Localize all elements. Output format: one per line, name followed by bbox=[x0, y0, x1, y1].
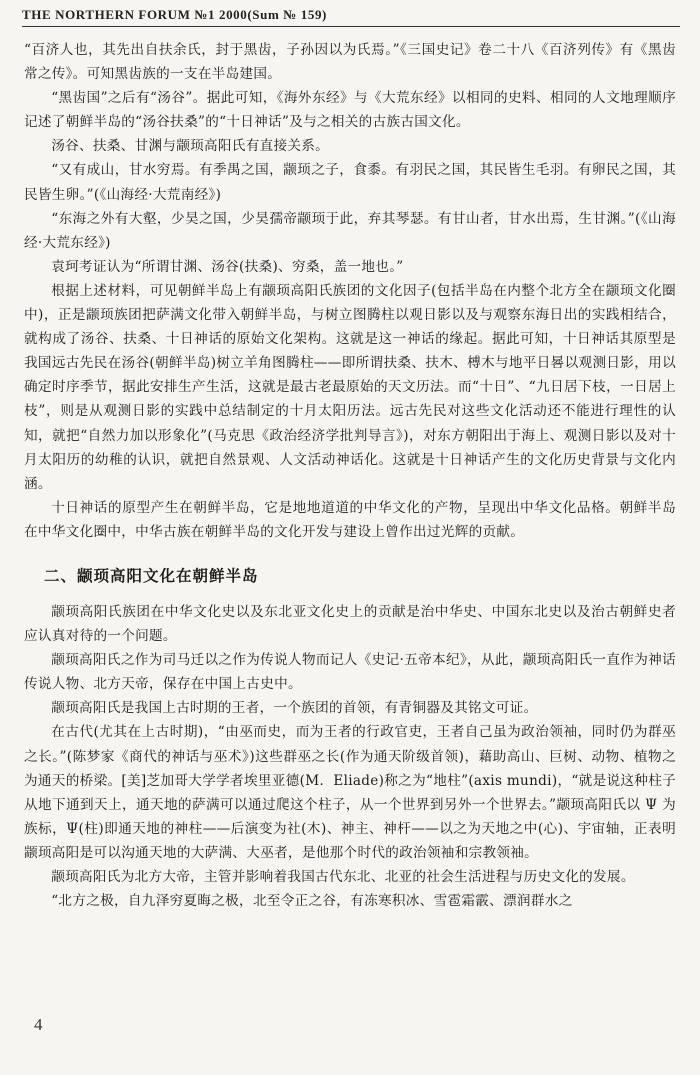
paragraph: 颛顼高阳氏是我国上古时期的王者，一个族团的首领，有青铜器及其铭文可证。 bbox=[51, 700, 538, 717]
paragraph: 颛顼高阳氏之作为司马迁以之作为传说人物而记人《史记·五帝本纪》，从此，颛顼高阳氏一直作为神话传说人物、北方天帝，保存在中国上古史中。 bbox=[24, 652, 676, 693]
paragraph: 汤谷、扶桑、甘渊与颛顼高阳氏有直接关系。 bbox=[51, 138, 330, 155]
page-number: 4 bbox=[34, 1015, 43, 1034]
paragraph: 根据上述材料，可见朝鲜半岛上有颛顼高阳氏族团的文化因子(包括半岛在内整个北方全在颛顼文化圈中)，正是颛顼族团把萨满文化带入朝鲜半岛，与树立图腾柱以观日影以及与观察东海日出的实践相结合，就构成了汤谷、扶桑、十日神话的原始文化架构。这就是这一神话的缘起。据此可知，十日神话其原型是我国远古先民在汤谷(朝鲜半岛)树立羊角图腾柱——即所谓扶桑、扶木、榑木与地平日晷以观测日影，用以确定时序季节，据此安排生产生活，这就是最古老最原始的天文历法。而“十日”、“九日居下枝，一日居上枝”，则是从观测日影的实践中总结制定的十月太阳历法。远古先民对这些文化活动还不能进行理性的认知，就把“自然力加以形象化”(马克思《政治经济学批判导言》)，对东方朝阳出于海上、观测日影以及对十月太阳历的幼稚的认识，就把自然景观、人文活动神话化。这就是十日神话产生的文化历史背景与文化内涵。 bbox=[24, 282, 676, 492]
paragraph: 十日神话的原型产生在朝鲜半岛，它是地地道道的中华文化的产物，呈现出中华文化品格。朝鲜半岛在中华文化圈中，中华古族在朝鲜半岛的文化开发与建设上曾作出过光辉的贡献。 bbox=[24, 499, 676, 540]
running-header: THE NORTHERN FORUM №1 2000(Sum № 159) bbox=[22, 4, 680, 27]
paragraph: “东海之外有大壑，少昊之国，少昊孺帝颛顼于此，弃其琴瑟。有甘山者，甘水出焉，生甘渊。”(《山海经·大荒东经》) bbox=[24, 210, 676, 251]
paragraph: 在古代(尤其在上古时期)，“由巫而史，而为王者的行政官吏，王者自己虽为政治领袖，同时仍为群巫之长。”(陈梦家《商代的神话与巫术》)这些群巫之长(作为通天阶级首领)，藉助高山、巨树、动物、植物之为通天的桥梁。[美]芝加哥大学学者埃里亚德(M．Eliade)称之为“地柱”(axis mundi)，“就是说这种柱子从地下通到天上，通天地的萨满可以通过爬这个柱子，从一个世界到另外一个世界去。”颛顼高阳氏以 Ψ 为族标，Ψ(柱)即通天地的神柱——后演变为社(木)、神主、神杆——以之为天地之中(心)、宇宙轴，正表明颛顼高阳是可以沟通天地的大萨满、大巫者，是他那个时代的政治领袖和宗教领袖。 bbox=[24, 724, 676, 861]
paragraph: 颛顼高阳氏族团在中华文化史以及东北亚文化史上的贡献是治中华史、中国东北史以及治古朝鲜史者应认真对待的一个问题。 bbox=[24, 603, 676, 645]
paragraph: 袁珂考证认为“所谓甘渊、汤谷(扶桑)、穷桑，盖一地也。” bbox=[51, 258, 404, 275]
paragraph: 颛顼高阳氏为北方大帝，主管并影响着我国古代东北、北亚的社会生活进程与历史文化的发展。 bbox=[51, 869, 635, 885]
paragraph: “又有成山，甘水穷焉。有季禺之国，颛顼之子，食黍。有羽民之国，其民皆生毛羽。有卵民之国，其民皆生卵。”(《山海经·大荒南经》) bbox=[24, 162, 676, 203]
section-heading: 二、颛顼高阳文化在朝鲜半岛 bbox=[44, 566, 259, 585]
paragraph: “北方之极，自九泽穷夏晦之极，北至令正之谷，有冻寒积冰、雪雹霜霰、漂润群水之 bbox=[51, 893, 573, 910]
paragraph: “黑齿国”之后有“汤谷”。据此可知，《海外东经》与《大荒东经》以相同的史料、相同的人文地理顺序记述了朝鲜半岛的“汤谷扶桑”的“十日神话”及与之相关的古族古国文化。 bbox=[24, 90, 676, 131]
paragraph: “百济人也，其先出自扶余氏，封于黑齿，子孙因以为氏焉。”《三国史记》卷二十八《百济列传》有《黑齿常之传》。可知黑齿族的一支在半岛建国。 bbox=[24, 42, 676, 83]
body-text bbox=[24, 38, 676, 913]
